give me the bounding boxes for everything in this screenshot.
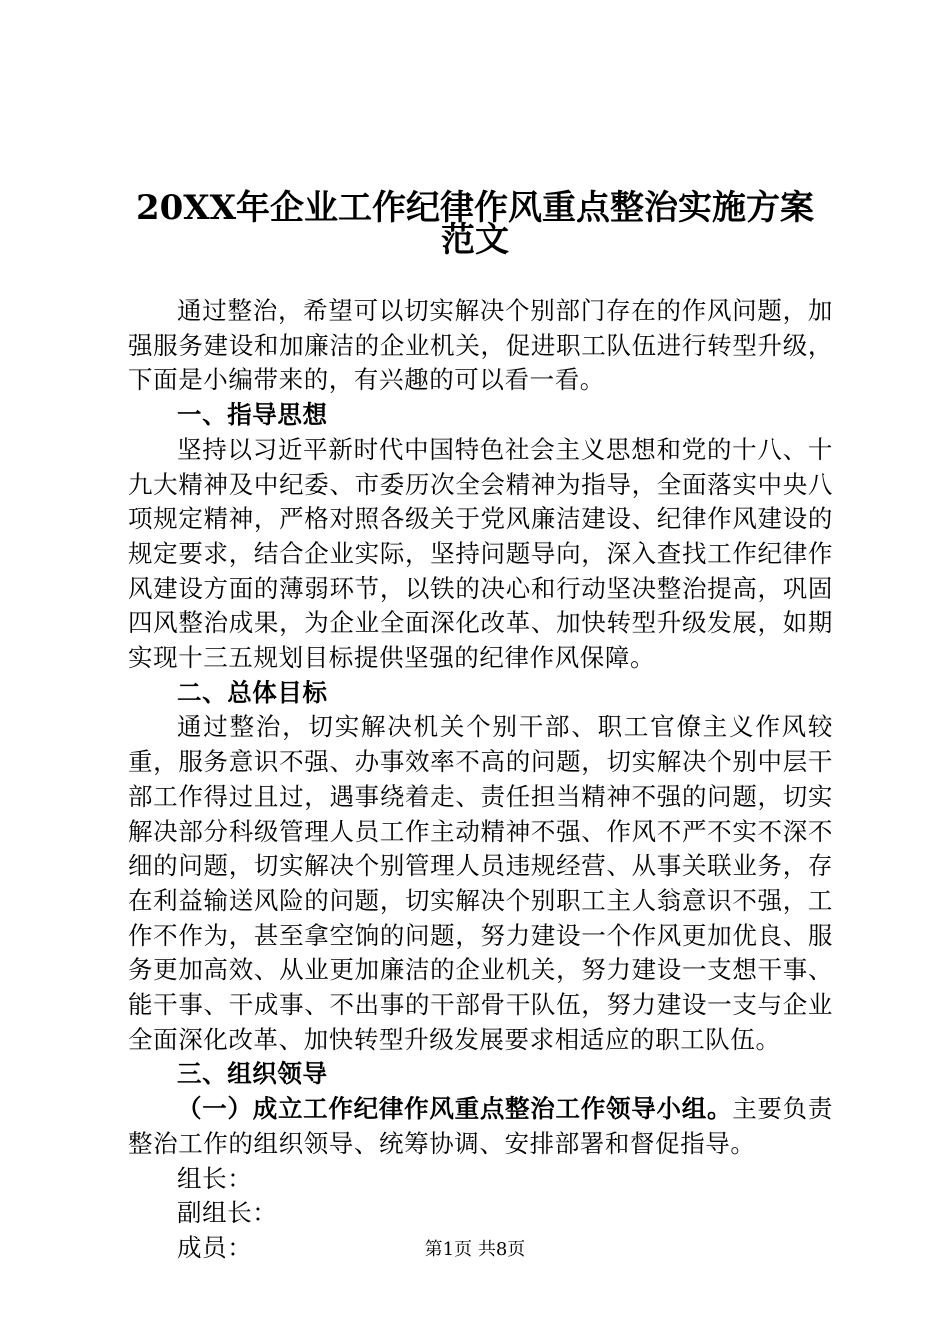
- field-members: 成员：: [177, 1232, 253, 1262]
- field-leader: 组长：: [177, 1163, 253, 1193]
- section-paragraph-organization: [128, 1092, 833, 1161]
- section-paragraph-overall-goals: 通过整治，切实解决机关个别干部、职工官僚主义作风较重，服务意识不强、办事效率不高的问题，切实解决个别中层干部工作得过且过，遇事绕着走、责任担当精神不强的问题，切实解决部分科级管理人员工作主动精神不强、作风不严不实不深不细的问题，切实解决个别管理人员违规经营、从事关联业务，存在利益输送风险的问题，切实解决个别职工主人翁意识不强，工作不作为，甚至拿空饷的问题，努力建设一个作风更加优良、服务更加高效、从业更加廉洁的企业机关，努力建设一支想干事、能干事、干成事、不出事的干部骨干队伍，努力建设一支与企业全面深化改革、加快转型升级发展要求相适应的职工队伍。: [128, 712, 833, 1054]
- organization-lead-sentence: （一）成立工作纪律作风重点整治工作领导小组。: [177, 1094, 733, 1124]
- section-heading-organization: 三、组织领导: [177, 1059, 328, 1089]
- page-footer: 第1页 共8页: [424, 1239, 526, 1260]
- organization-description: 主要负责整治工作的组织领导、统筹协调、安排部署和督促指导。: [128, 1094, 833, 1158]
- intro-paragraph: 通过整治，希望可以切实解决个别部门存在的作风问题，加强服务建设和加廉洁的企业机关，促进职工队伍进行转型升级，下面是小编带来的，有兴趣的可以看一看。: [128, 296, 833, 395]
- field-deputy-leader: 副组长：: [177, 1198, 278, 1228]
- section-heading-overall-goals: 二、总体目标: [177, 677, 328, 707]
- section-paragraph-guiding-ideology: 坚持以习近平新时代中国特色社会主义思想和党的十八、十九大精神及中纪委、市委历次全会精神为指导，全面落实中央八项规定精神，严格对照各级关于党风廉洁建设、纪律作风建设的规定要求，结合企业实际，坚持问题导向，深入查找工作纪律作风建设方面的薄弱环节，以铁的决心和行动坚决整治提高，巩固四风整治成果，为企业全面深化改革、加快转型升级发展，如期实现十三五规划目标提供坚强的纪律作风保障。: [128, 434, 833, 673]
- section-heading-guiding-ideology: 一、指导思想: [177, 400, 328, 430]
- document-title-line2: 范文: [441, 220, 509, 260]
- document-title-line1: 20XX年企业工作纪律作风重点整治实施方案: [135, 188, 815, 228]
- document-body: [128, 294, 833, 1266]
